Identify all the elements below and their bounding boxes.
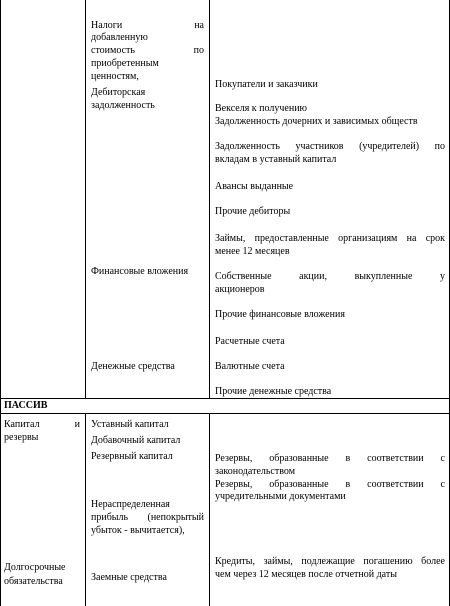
item-currency-accounts: Валютные счета (215, 361, 285, 372)
cell-additional-capital: Добавочный капитал (91, 435, 181, 446)
divider-col1 (85, 0, 86, 398)
cell-longterm-line1: Долгосрочные (4, 562, 66, 573)
item-subsidiaries-debt: Задолженность дочерних и зависимых обществ (215, 116, 418, 127)
item-participants-debt-line1: Задолженность участников (учредителей) по (215, 141, 445, 152)
cell-reserve-capital: Резервный капитал (91, 451, 173, 462)
item-bills-receivable: Векселя к получению (215, 103, 308, 114)
divider-col1-lower (85, 413, 86, 606)
item-reserves-law-line2: законодательством (215, 466, 296, 477)
cell-nds-line2: добавленную (91, 32, 148, 43)
cell-cash: Денежные средства (91, 361, 175, 372)
divider-col2 (209, 0, 210, 398)
cell-authorized-capital: Уставный капитал (91, 419, 169, 430)
item-reserves-law-line1: Резервы, образованные в соответствии с (215, 453, 445, 464)
row-divider-top (0, 398, 450, 399)
item-reserves-charter-line2: учредительными документами (215, 491, 346, 502)
cell-receivables-line2: задолженность (91, 100, 155, 111)
cell-receivables-line1: Дебиторская (91, 87, 146, 98)
divider-col2-lower (209, 413, 210, 606)
item-loans-line1: Займы, предоставленные организациям на срок (215, 233, 445, 244)
item-loans-line2: менее 12 месяцев (215, 246, 290, 257)
item-participants-debt-line2: вкладам в уставный капитал (215, 154, 337, 165)
item-buyers: Покупатели и заказчики (215, 79, 318, 90)
item-settlement-accounts: Расчетные счета (215, 336, 285, 347)
cell-retained-line3: убыток - вычитается), (91, 525, 185, 536)
item-own-shares-line2: акционеров (215, 284, 265, 295)
item-credits-line1: Кредиты, займы, подлежащие погашению более (215, 556, 445, 567)
cell-longterm-line2: обязательства (4, 576, 63, 587)
cell-capital-line2: резервы (4, 432, 39, 443)
cell-nds-line3: стоимость по (91, 45, 204, 56)
item-other-debtors: Прочие дебиторы (215, 206, 291, 217)
cell-retained-line2: прибыль (непокрытый (91, 512, 204, 523)
cell-nds-line1: Налоги на (91, 20, 204, 31)
row-divider-bottom (0, 413, 450, 414)
item-credits-line2: чем через 12 месяцев после отчетной даты (215, 569, 397, 580)
item-other-cash: Прочие денежные средства (215, 386, 332, 397)
item-other-financial: Прочие финансовые вложения (215, 309, 345, 320)
item-advances: Авансы выданные (215, 181, 294, 192)
cell-borrowed-funds: Заемные средства (91, 572, 167, 583)
cell-nds-line4: приобретенным (91, 58, 159, 69)
section-header-passive: ПАССИВ (4, 400, 48, 411)
border-left (0, 0, 1, 606)
cell-financial-investments: Финансовые вложения (91, 266, 189, 277)
item-reserves-charter-line1: Резервы, образованные в соответствии с (215, 479, 445, 490)
cell-nds-line5: ценностям, (91, 71, 139, 82)
cell-retained-line1: Нераспределенная (91, 499, 170, 510)
item-own-shares-line1: Собственные акции, выкупленные у (215, 271, 445, 282)
cell-capital-line1: Капитал и (4, 419, 80, 430)
